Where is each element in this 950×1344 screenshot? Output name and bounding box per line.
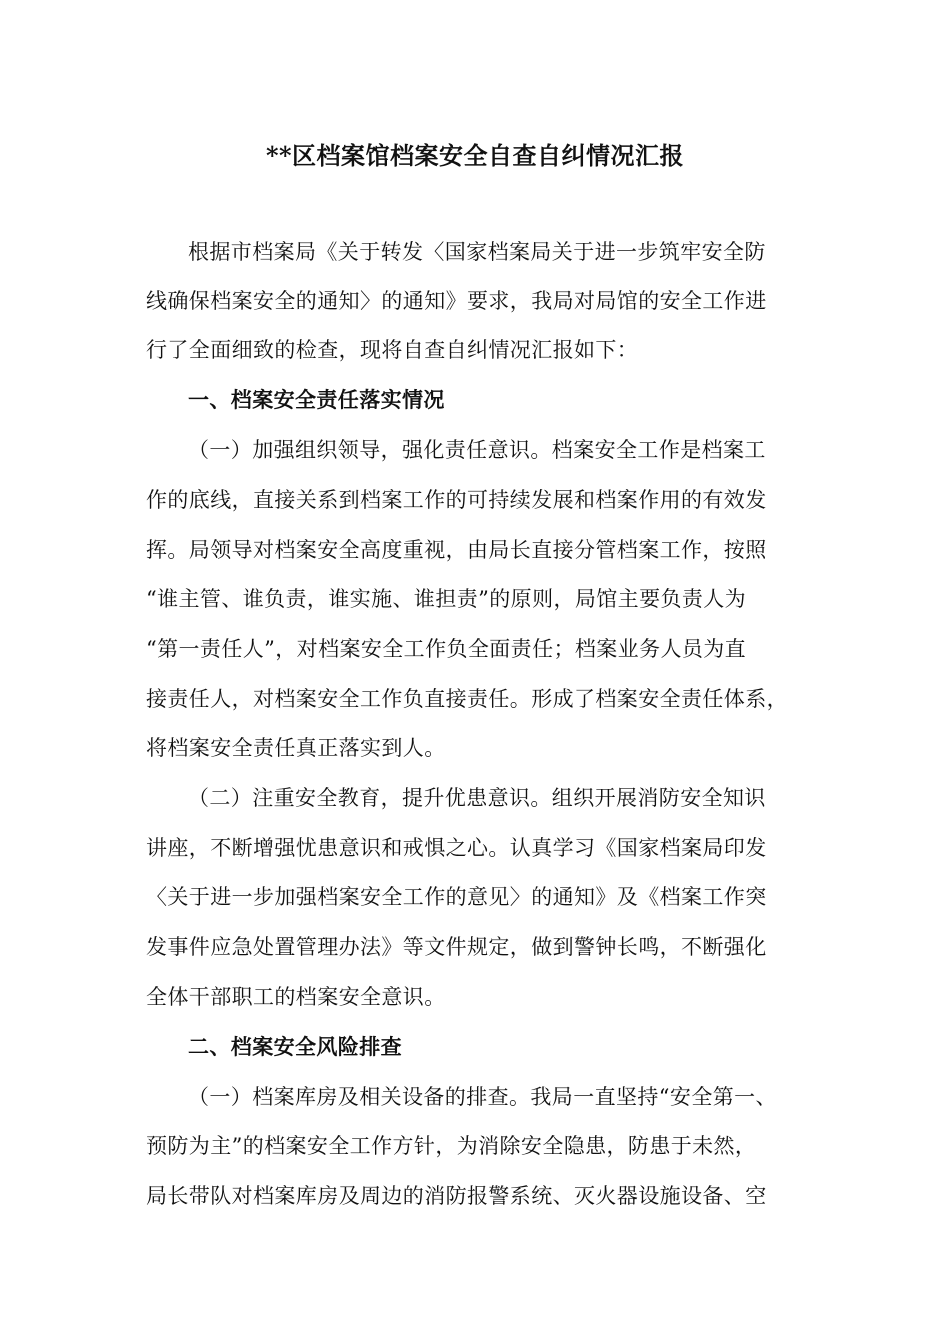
- paragraph-intro-line-2: 线确保档案安全的通知〉的通知》要求，我局对局馆的安全工作进: [146, 289, 767, 313]
- paragraph-1-2-line-1: （二）注重安全教育，提升优患意识。组织开展消防安全知识: [188, 786, 766, 810]
- paragraph-1-2-line-2: 讲座，不断增强忧患意识和戒惧之心。认真学习《国家档案局印发: [146, 836, 767, 860]
- section-heading-1: 一、档案安全责任落实情况: [188, 387, 445, 412]
- paragraph-1-2-line-3: 〈关于进一步加强档案安全工作的意见〉的通知》及《档案工作突: [146, 885, 767, 909]
- paragraph-1-1-line-3: 挥。局领导对档案安全高度重视，由局长直接分管档案工作，按照: [146, 538, 767, 562]
- paragraph-intro-line-3: 行了全面细致的检查，现将自查自纠情况汇报如下：: [146, 338, 639, 362]
- paragraph-1-1-line-7: 将档案安全责任真正落实到人。: [146, 736, 446, 760]
- paragraph-1-1-line-4: “谁主管、谁负责，谁实施、谁担责”的原则，局馆主要负责人为: [146, 587, 747, 611]
- paragraph-2-1-line-2: 预防为主”的档案安全工作方针，为消除安全隐患，防患于未然，: [146, 1134, 757, 1158]
- paragraph-1-2-line-5: 全体干部职工的档案安全意识。: [146, 985, 446, 1009]
- paragraph-1-1-line-6: 接责任人，对档案安全工作负直接责任。形成了档案安全责任体系，: [146, 687, 788, 711]
- section-heading-2: 二、档案安全风险排查: [188, 1034, 402, 1059]
- paragraph-2-1-line-1: （一）档案库房及相关设备的排查。我局一直坚持“安全第一、: [188, 1085, 777, 1109]
- paragraph-2-1-line-3: 局长带队对档案库房及周边的消防报警系统、灭火器设施设备、空: [146, 1184, 767, 1208]
- paragraph-1-1-line-5: “第一责任人”，对档案安全工作负全面责任；档案业务人员为直: [146, 637, 747, 661]
- paragraph-1-1-line-1: （一）加强组织领导，强化责任意识。档案安全工作是档案工: [188, 438, 766, 462]
- paragraph-intro-line-1: 根据市档案局《关于转发〈国家档案局关于进一步筑牢安全防: [188, 240, 766, 264]
- paragraph-1-2-line-4: 发事件应急处置管理办法》等文件规定，做到警钟长鸣，不断强化: [146, 935, 767, 959]
- paragraph-1-1-line-2: 作的底线，直接关系到档案工作的可持续发展和档案作用的有效发: [146, 488, 767, 512]
- document-title: **区档案馆档案安全自查自纠情况汇报: [265, 141, 685, 170]
